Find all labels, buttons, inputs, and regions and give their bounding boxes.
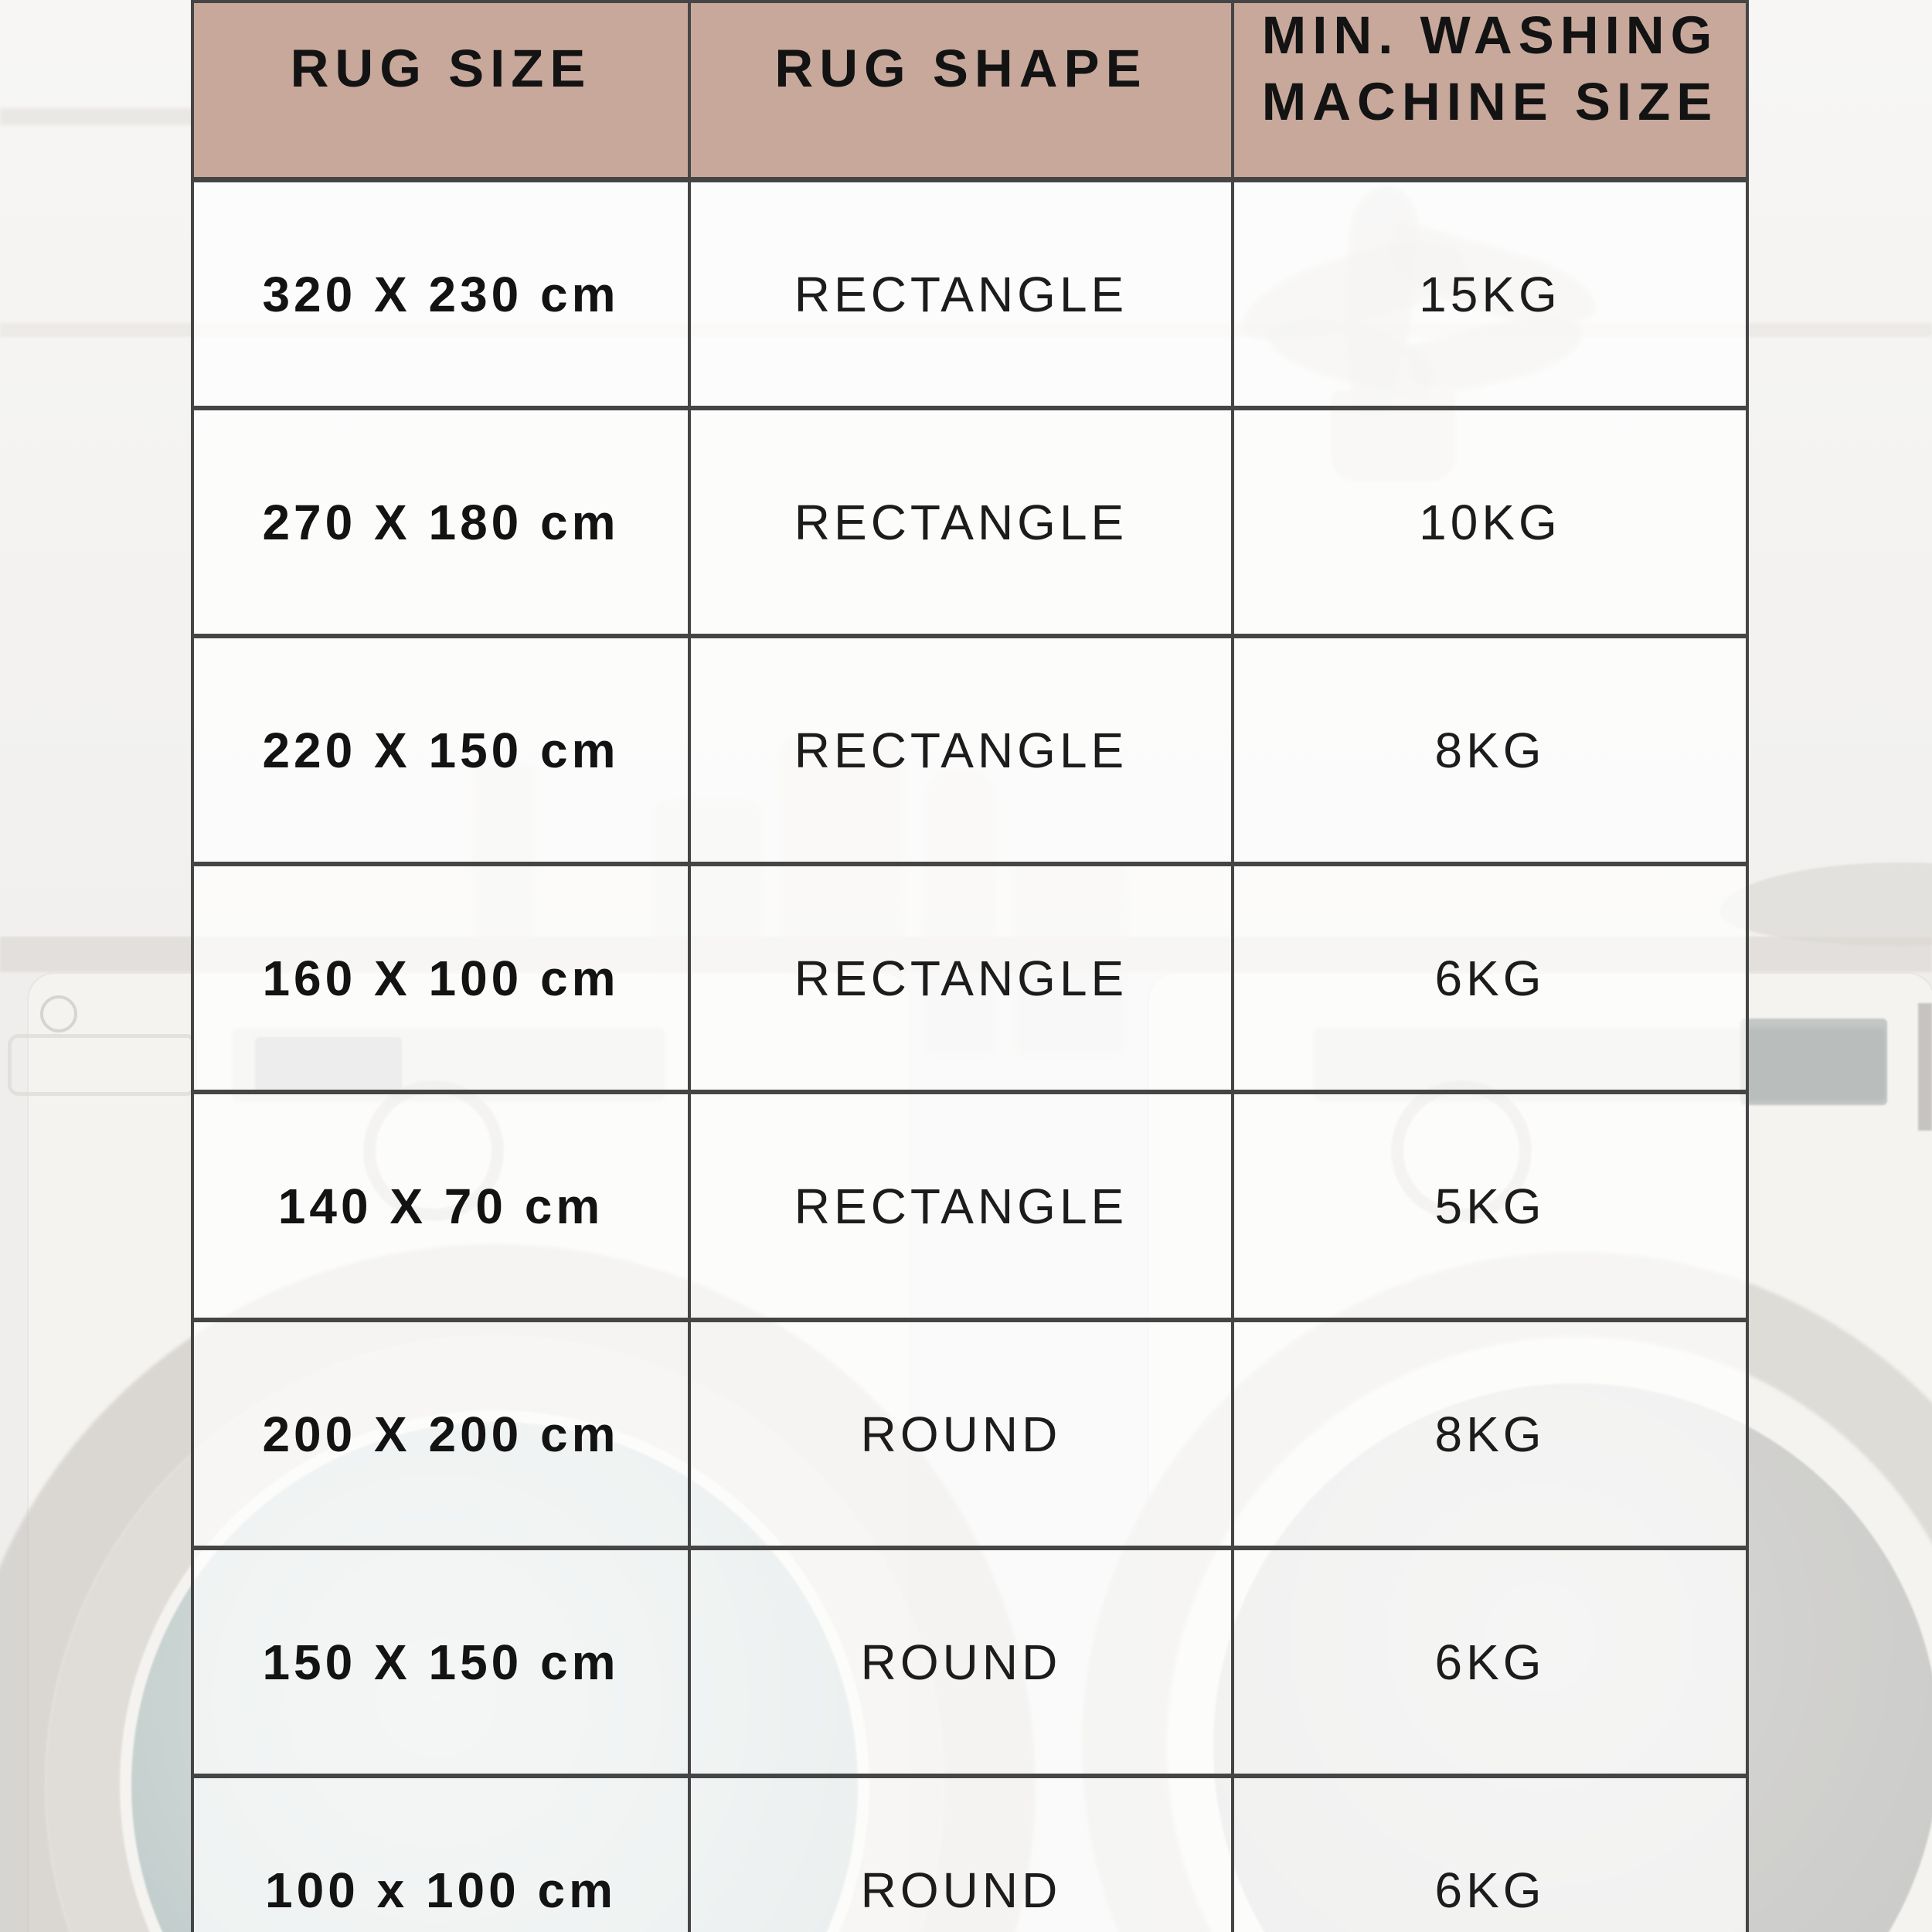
machine-size-cell	[1234, 1322, 1746, 1546]
rug-size-cell	[194, 182, 691, 406]
rug-size-cell	[194, 1322, 691, 1546]
rug-shape-cell	[691, 1094, 1234, 1318]
shelf-edge-upper	[0, 108, 193, 125]
rug-shape-value: RECTANGLE	[794, 266, 1128, 322]
rug-shape-cell	[691, 638, 1234, 862]
rug-size-value: 270 X 180 cm	[262, 494, 620, 550]
rug-shape-cell	[691, 410, 1234, 634]
rug-shape-value: ROUND	[860, 1406, 1062, 1462]
header-label: MIN. WASHING MACHINE SIZE	[1261, 5, 1719, 131]
rug-size-value: 150 X 150 cm	[262, 1634, 620, 1690]
rug-size-value: 100 x 100 cm	[265, 1862, 617, 1918]
washer-left-dispenser	[8, 1034, 197, 1096]
machine-size-value: 6KG	[1434, 1862, 1546, 1918]
rug-size-value: 140 X 70 cm	[277, 1178, 604, 1234]
rug-shape-cell	[691, 866, 1234, 1090]
machine-size-value: 8KG	[1434, 722, 1546, 778]
machine-size-value: 5KG	[1434, 1178, 1546, 1234]
rug-size-cell	[194, 1550, 691, 1774]
table-row	[194, 1550, 1746, 1778]
machine-size-cell	[1234, 1094, 1746, 1318]
machine-size-cell	[1234, 638, 1746, 862]
rug-size-cell	[194, 1778, 691, 1932]
machine-size-value: 6KG	[1434, 1634, 1546, 1690]
washer-right-display	[1740, 1019, 1887, 1105]
rug-washing-machine-size-table	[191, 0, 1749, 1932]
rug-size-cell	[194, 638, 691, 862]
table-row	[194, 1322, 1746, 1550]
table-row	[194, 182, 1746, 410]
rug-size-value: 160 X 100 cm	[262, 950, 620, 1006]
table-row	[194, 1778, 1746, 1932]
right-margin-appliance-edge	[1918, 1003, 1932, 1131]
machine-size-value: 6KG	[1434, 950, 1546, 1006]
machine-size-value: 10KG	[1419, 494, 1561, 550]
table-row	[194, 410, 1746, 638]
table-row	[194, 638, 1746, 866]
header-label: RUG SHAPE	[774, 39, 1148, 99]
rug-size-value: 220 X 150 cm	[262, 722, 620, 778]
rug-shape-cell	[691, 1778, 1234, 1932]
machine-size-cell	[1234, 1550, 1746, 1774]
machine-size-cell	[1234, 1778, 1746, 1932]
header-rug-size	[194, 3, 691, 177]
brand-logo-icon	[40, 995, 77, 1032]
machine-size-value: 15KG	[1419, 266, 1561, 322]
rug-shape-value: RECTANGLE	[794, 1178, 1128, 1234]
table-row	[194, 866, 1746, 1094]
rug-shape-cell	[691, 1322, 1234, 1546]
rug-shape-cell	[691, 1550, 1234, 1774]
rug-size-value: 200 X 200 cm	[262, 1406, 620, 1462]
header-machine-size	[1234, 3, 1746, 177]
table-header-row	[194, 3, 1746, 182]
header-label: RUG SIZE	[290, 39, 592, 99]
machine-size-value: 8KG	[1434, 1406, 1546, 1462]
rug-shape-value: RECTANGLE	[794, 950, 1128, 1006]
rug-shape-value: ROUND	[860, 1634, 1062, 1690]
rug-size-cell	[194, 866, 691, 1090]
rug-shape-value: RECTANGLE	[794, 722, 1128, 778]
table-row	[194, 1094, 1746, 1322]
header-rug-shape	[691, 3, 1234, 177]
machine-size-cell	[1234, 866, 1746, 1090]
rug-shape-cell	[691, 182, 1234, 406]
rug-size-cell	[194, 410, 691, 634]
rug-shape-value: ROUND	[860, 1862, 1062, 1918]
rug-shape-value: RECTANGLE	[794, 494, 1128, 550]
machine-size-cell	[1234, 182, 1746, 406]
rug-size-cell	[194, 1094, 691, 1318]
rug-size-value: 320 X 230 cm	[262, 266, 620, 322]
machine-size-cell	[1234, 410, 1746, 634]
